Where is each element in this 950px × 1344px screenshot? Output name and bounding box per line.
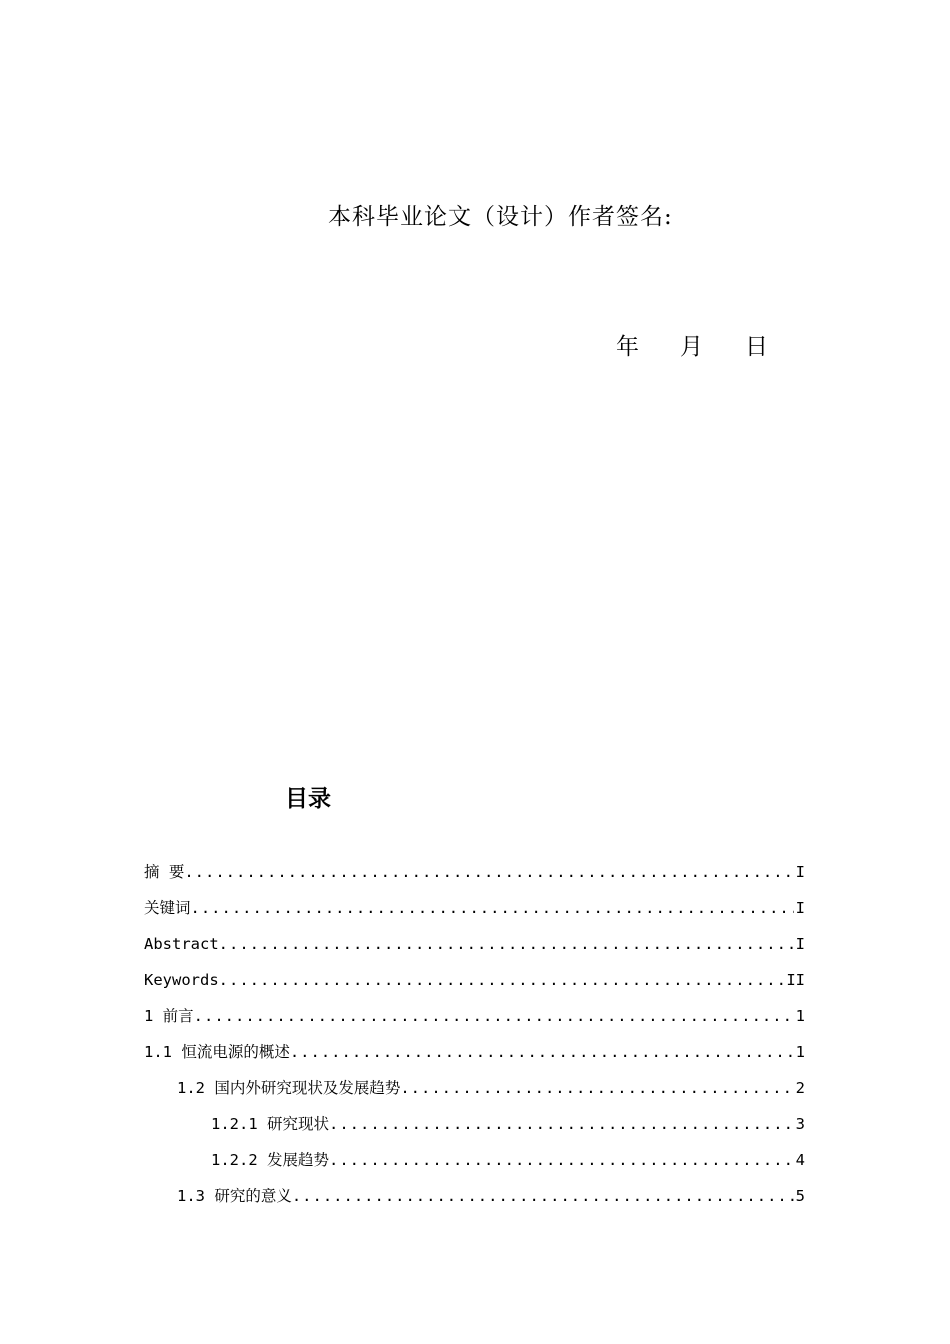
toc-entry-label: 1.1 恒流电源的概述 bbox=[144, 1043, 290, 1061]
toc-entry-label: 关键词 bbox=[144, 899, 191, 917]
toc-entry-keywords-cn[interactable] bbox=[144, 896, 805, 920]
toc-entry-page: 1 bbox=[795, 1007, 805, 1025]
toc-leader-dots bbox=[290, 1040, 794, 1064]
toc-entry-page: I bbox=[795, 935, 805, 953]
toc-leader-dots bbox=[194, 1004, 794, 1028]
toc-entry-section-1-1[interactable] bbox=[144, 1040, 805, 1064]
toc-entry-section-1-2[interactable] bbox=[177, 1076, 805, 1100]
date-month-label: 月 bbox=[680, 334, 703, 360]
toc-entry-page: I bbox=[795, 899, 805, 917]
toc-title: 目录 bbox=[285, 786, 331, 812]
toc-entry-page: I bbox=[795, 863, 805, 881]
toc-entry-section-1-2-2[interactable] bbox=[211, 1148, 805, 1172]
toc-leader-dots bbox=[329, 1148, 794, 1172]
toc-entry-label: Abstract bbox=[144, 935, 219, 953]
toc-entry-page: 1 bbox=[795, 1043, 805, 1061]
toc-entry-page: II bbox=[786, 971, 805, 989]
toc-entry-label: 1.2.1 研究现状 bbox=[211, 1115, 329, 1133]
toc-entry-section-1-3[interactable] bbox=[177, 1184, 805, 1208]
toc-leader-dots bbox=[184, 860, 793, 884]
toc-leader-dots bbox=[219, 968, 785, 992]
toc-entry-label: 1.2.2 发展趋势 bbox=[211, 1151, 329, 1169]
toc-leader-dots bbox=[292, 1184, 794, 1208]
toc-entry-page: 4 bbox=[795, 1151, 805, 1169]
toc-entry-label: 1.2 国内外研究现状及发展趋势 bbox=[177, 1079, 401, 1097]
toc-entry-abstract-en[interactable] bbox=[144, 932, 805, 956]
toc-entry-chapter-1[interactable] bbox=[144, 1004, 805, 1028]
toc-entry-page: 3 bbox=[795, 1115, 805, 1133]
toc-entry-page: 5 bbox=[795, 1187, 805, 1205]
toc-entry-abstract-cn[interactable] bbox=[144, 860, 805, 884]
toc-entry-page: 2 bbox=[795, 1079, 805, 1097]
toc-leader-dots bbox=[400, 1076, 793, 1100]
toc-entry-label: Keywords bbox=[144, 971, 219, 989]
toc-entry-label: 1 前言 bbox=[144, 1007, 194, 1025]
toc-leader-dots bbox=[219, 932, 794, 956]
toc-leader-dots bbox=[191, 896, 794, 920]
toc-entry-label: 1.3 研究的意义 bbox=[177, 1187, 292, 1205]
date-year-label: 年 bbox=[616, 334, 639, 360]
author-signature-label: 本科毕业论文（设计）作者签名: bbox=[328, 204, 673, 230]
toc-entry-keywords-en[interactable] bbox=[144, 968, 805, 992]
toc-entry-section-1-2-1[interactable] bbox=[211, 1112, 805, 1136]
date-day-label: 日 bbox=[745, 334, 768, 360]
toc-leader-dots bbox=[329, 1112, 794, 1136]
toc-entry-label: 摘 要 bbox=[144, 863, 185, 881]
